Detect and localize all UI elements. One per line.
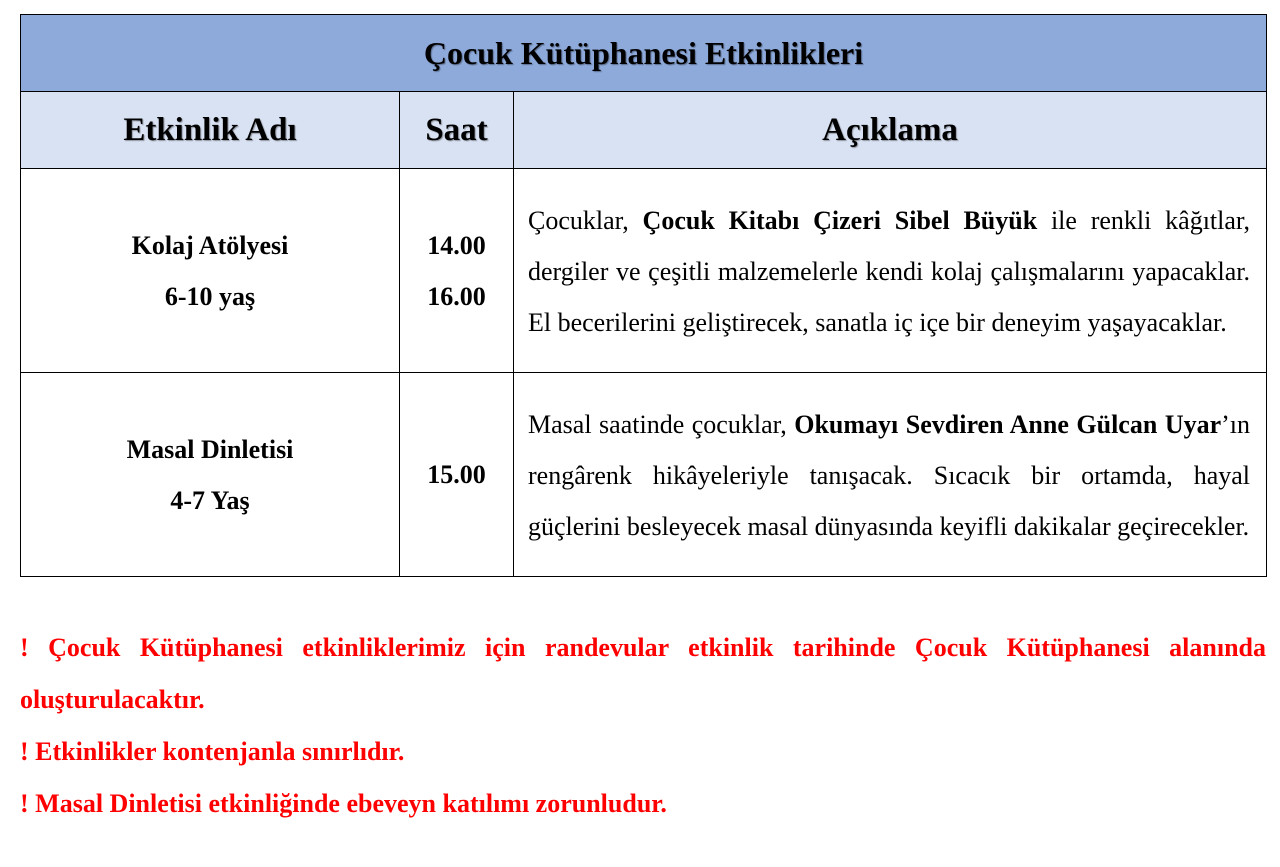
description-text: ’ın rengârenk hikâyeleriyle tanışacak. Sıcacık bir ortamda, hayal güçlerini besleyecek masal dünyasında keyifli dakikalar geçirecekler.	[528, 409, 1251, 541]
table-row	[21, 373, 1267, 577]
description-text: Masal saatinde çocuklar,	[528, 409, 795, 439]
note-appointments: ! Çocuk Kütüphanesi etkinliklerimiz için randevular etkinlik tarihinde Çocuk Kütüphanesi alanında oluşturulacaktır.	[20, 633, 1266, 714]
event-name: Masal Dinletisi	[126, 434, 294, 464]
event-time: 14.00	[427, 230, 486, 260]
event-age-range: 4-7 Yaş	[170, 485, 250, 515]
event-name-cell	[21, 169, 400, 373]
header-event-name: Etkinlik Adı	[21, 92, 400, 169]
event-description	[514, 373, 1267, 577]
notes-section	[20, 622, 1266, 830]
event-time: 15.00	[427, 460, 486, 489]
description-highlight: Çocuk Kitabı Çizeri Sibel Büyük	[642, 205, 1038, 235]
note-parent-required: ! Masal Dinletisi etkinliğinde ebeveyn katılımı zorunludur.	[20, 789, 667, 818]
table-row	[21, 169, 1267, 373]
event-time: 16.00	[427, 281, 486, 311]
event-name-cell	[21, 373, 400, 577]
event-name: Kolaj Atölyesi	[131, 230, 289, 260]
event-time-cell	[400, 169, 514, 373]
events-table	[20, 14, 1267, 577]
event-age-range: 6-10 yaş	[164, 281, 256, 311]
table-title: Çocuk Kütüphanesi Etkinlikleri	[21, 15, 1267, 92]
event-time-cell	[400, 373, 514, 577]
header-time: Saat	[400, 92, 514, 169]
note-capacity: ! Etkinlikler kontenjanla sınırlıdır.	[20, 737, 405, 766]
description-text: Çocuklar,	[528, 205, 643, 235]
description-highlight: Okumayı Sevdiren Anne Gülcan Uyar	[794, 409, 1222, 439]
header-description: Açıklama	[514, 92, 1267, 169]
event-description	[514, 169, 1267, 373]
description-text: ile renkli kâğıtlar, dergiler ve çeşitli malzemelerle kendi kolaj çalışmalarını yapacaklar. El becerilerini geliştirecek, sanatla iç içe bir deneyim yaşayacaklar.	[528, 205, 1251, 337]
